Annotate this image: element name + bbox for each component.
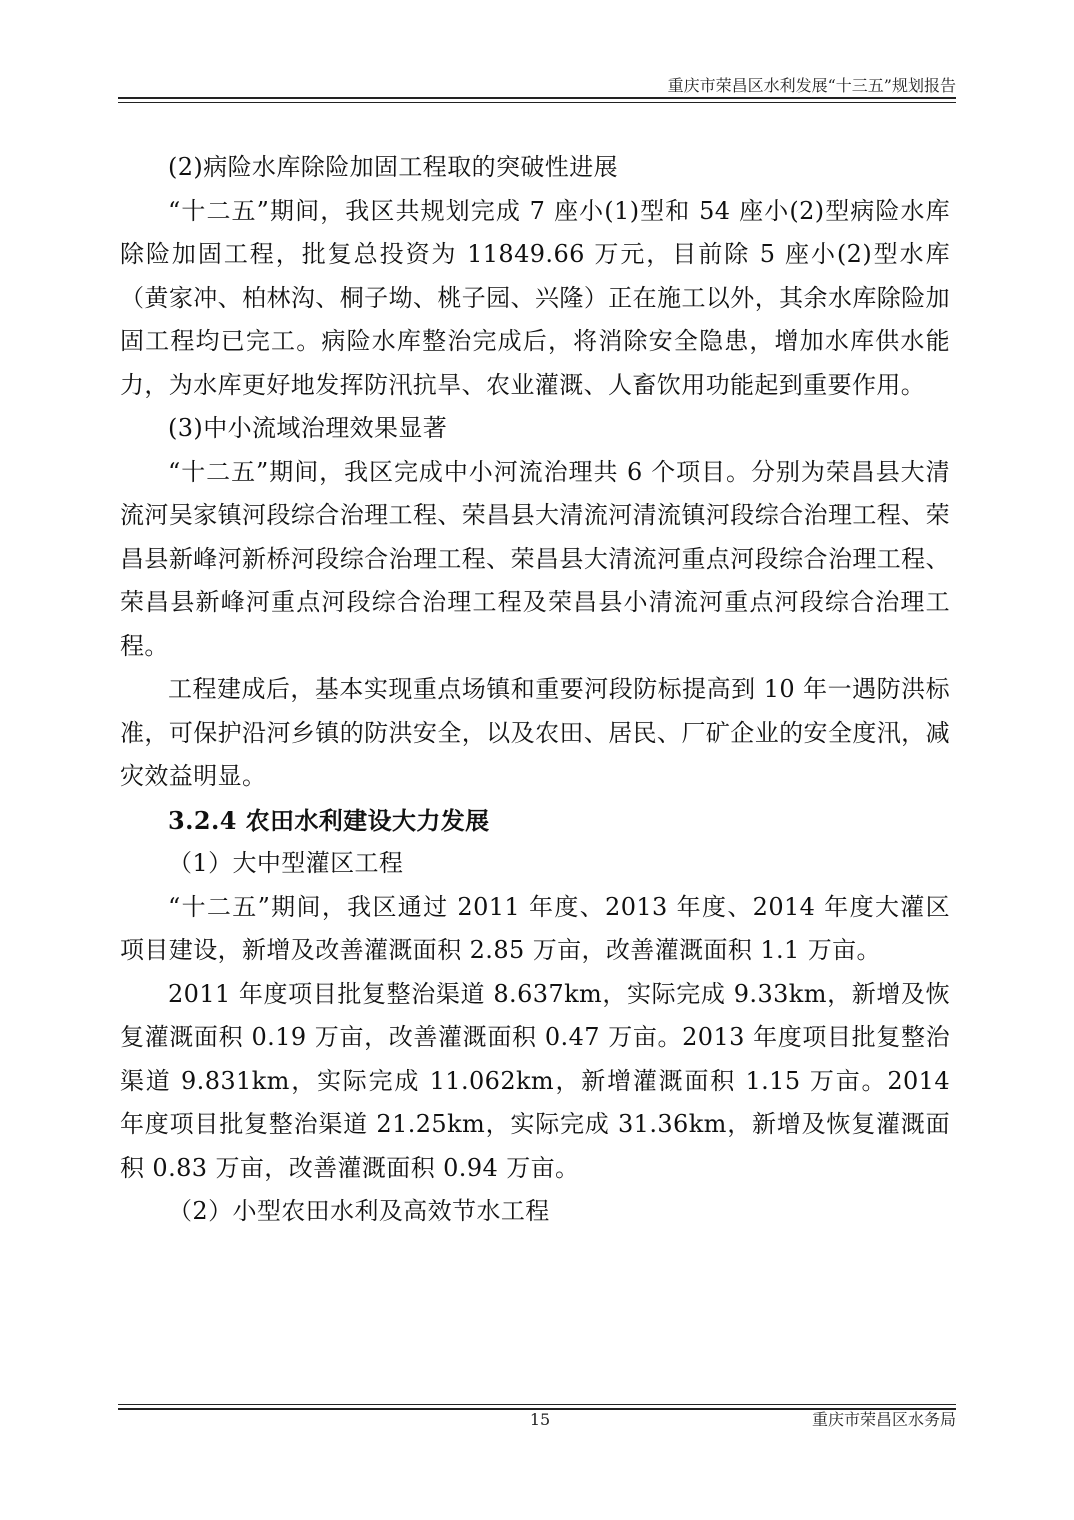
paragraph-irrigation-details: 2011 年度项目批复整治渠道 8.637km，实际完成 9.33km，新增及恢复灌溉面积 0.19 万亩，改善灌溉面积 0.47 万亩。2013 年度项目批复整治渠道 9.831km，实际完成 11.062km，新增灌溉面积 1.15 万亩。2014 年度项目批复整治渠道 21.25km，实际完成 31.36km，新增及恢复灌溉面积 0.83 万亩，改善灌溉面积 0.94 万亩。 [120, 979, 950, 1182]
page-body [120, 146, 950, 1234]
paragraph-flood-control-benefits: 工程建成后，基本实现重点场镇和重要河段防标提高到 10 年一遇防洪标准，可保护沿河乡镇的防洪安全，以及农田、居民、厂矿企业的安全度汛，减灾效益明显。 [120, 675, 950, 790]
section-heading-3-2-4: 3.2.4 农田水利建设大力发展 [168, 805, 490, 835]
subheading-watershed-management: (3)中小流域治理效果显著 [168, 414, 448, 442]
page-number: 15 [529, 1410, 551, 1429]
header-rule [118, 97, 956, 103]
subheading-large-irrigation: （1）大中型灌区工程 [168, 849, 404, 877]
subheading-small-irrigation: （2）小型农田水利及高效节水工程 [168, 1197, 550, 1225]
footer-organization: 重庆市荣昌区水务局 [811, 1410, 956, 1429]
paragraph-river-projects: “十二五”期间，我区完成中小河流治理共 6 个项目。分别为荣昌县大清流河吴家镇河段综合治理工程、荣昌县大清流河清流镇河段综合治理工程、荣昌县新峰河新桥河段综合治理工程、荣昌县大清流河重点河段综合治理工程、荣昌县新峰河重点河段综合治理工程及荣昌县小清流河重点河段综合治理工程。 [120, 457, 950, 660]
subheading-reservoir-reinforcement: (2)病险水库除险加固工程取的突破性进展 [168, 153, 618, 181]
paragraph-reservoir-reinforcement: “十二五”期间，我区共规划完成 7 座小(1)型和 54 座小(2)型病险水库除险加固工程，批复总投资为 11849.66 万元，目前除 5 座小(2)型水库（黄家冲、柏林沟、桐子坳、桃子园、兴隆）正在施工以外，其余水库除险加固工程均已完工。病险水库整治完成后，将消除安全隐患，增加水库供水能力，为水库更好地发挥防汛抗旱、农业灌溉、人畜饮用功能起到重要作用。 [120, 196, 950, 399]
paragraph-irrigation-summary: “十二五”期间，我区通过 2011 年度、2013 年度、2014 年度大灌区项目建设，新增及改善灌溉面积 2.85 万亩，改善灌溉面积 1.1 万亩。 [120, 892, 950, 964]
running-header: 重庆市荣昌区水利发展“十三五”规划报告 [667, 76, 956, 95]
